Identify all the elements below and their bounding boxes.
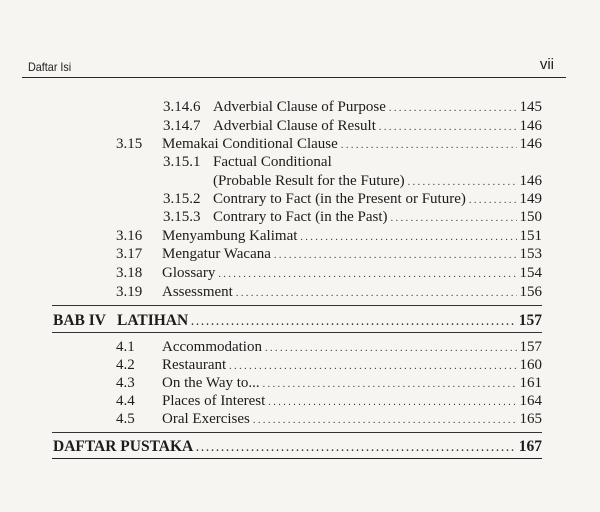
entry-title: Adverbial Clause of Purpose (213, 99, 386, 115)
entry-page: 146 (519, 136, 542, 152)
entry-title: Places of Interest (162, 393, 266, 409)
toc-entry-continuation[interactable] (213, 172, 542, 190)
toc-entry[interactable] (163, 117, 542, 135)
dot-leader (218, 266, 516, 284)
entry-number: 4.5 (116, 411, 135, 427)
entry-title: Glossary (162, 265, 216, 281)
dot-leader (196, 440, 516, 458)
entry-number: 3.19 (116, 284, 143, 300)
entry-title: Accommodation (162, 339, 262, 355)
section-divider (52, 305, 542, 306)
toc-entry[interactable] (116, 245, 542, 263)
dot-leader (236, 285, 517, 303)
toc-entry[interactable] (116, 392, 542, 410)
section-divider (52, 458, 542, 459)
entry-title: Restaurant (162, 357, 227, 373)
entry-number: 3.18 (116, 265, 143, 281)
entry-title: Oral Exercises (162, 411, 250, 427)
toc-entry[interactable] (163, 153, 542, 171)
entry-number: 3.15.2 (163, 191, 201, 207)
entry-page: 153 (519, 246, 542, 262)
entry-title: Contrary to Fact (in the Present or Future) (213, 191, 466, 207)
entry-title: (Probable Result for the Future) (213, 173, 405, 189)
bibliography-page: 167 (518, 438, 542, 455)
page-header (22, 56, 554, 76)
entry-page: 154 (519, 265, 542, 281)
entry-title: Adverbial Clause of Result (213, 118, 376, 134)
entry-title: Menyambung Kalimat (162, 228, 298, 244)
entry-page: 151 (519, 228, 542, 244)
entry-title: Contrary to Fact (in the Past) (213, 209, 388, 225)
dot-leader (391, 210, 517, 228)
entry-number: 3.14.7 (163, 118, 201, 134)
section-divider (52, 432, 542, 433)
toc-entry[interactable] (116, 135, 542, 153)
toc-entry[interactable] (116, 338, 542, 356)
toc-bibliography-entry[interactable] (53, 438, 542, 456)
entry-number: 3.15.3 (163, 209, 201, 225)
entry-page: 149 (519, 191, 542, 207)
entry-title: Factual Conditional (213, 154, 332, 170)
toc-entry[interactable] (116, 227, 542, 245)
entry-number: 3.16 (116, 228, 143, 244)
entry-page: 146 (519, 173, 542, 189)
entry-page: 157 (519, 339, 542, 355)
entry-title: Assessment (162, 284, 233, 300)
toc-entry[interactable] (163, 208, 542, 226)
entry-number: 4.1 (116, 339, 135, 355)
entry-number: 3.15 (116, 136, 143, 152)
chapter-page: 157 (518, 312, 542, 329)
entry-page: 146 (519, 118, 542, 134)
toc-entry[interactable] (116, 356, 542, 374)
toc-chapter-entry[interactable] (53, 312, 542, 330)
header-divider (22, 77, 566, 78)
chapter-title: LATIHAN (117, 312, 189, 329)
toc-entry[interactable] (163, 190, 542, 208)
entry-number: 4.2 (116, 357, 135, 373)
entry-page: 150 (519, 209, 542, 225)
entry-page: 161 (519, 375, 542, 391)
entry-page: 156 (519, 284, 542, 300)
entry-title: Mengatur Wacana (162, 246, 271, 262)
section-divider (52, 332, 542, 333)
entry-number: 4.3 (116, 375, 135, 391)
entry-number: 3.14.6 (163, 99, 201, 115)
dot-leader (274, 247, 517, 265)
chapter-label: BAB IV (53, 312, 106, 329)
toc-entry[interactable] (116, 283, 542, 301)
toc-entry[interactable] (116, 264, 542, 282)
running-header-title: Daftar Isi (28, 60, 72, 74)
page-number: vii (539, 56, 554, 73)
entry-title: Memakai Conditional Clause (162, 136, 338, 152)
entry-page: 164 (519, 393, 542, 409)
entry-number: 4.4 (116, 393, 135, 409)
entry-title: On the Way to... (162, 375, 260, 391)
toc-entry[interactable] (116, 374, 542, 392)
dot-leader (191, 314, 516, 332)
toc-entry[interactable] (116, 410, 542, 428)
toc-entry[interactable] (163, 98, 542, 116)
entry-page: 145 (519, 99, 542, 115)
entry-number: 3.17 (116, 246, 143, 262)
bibliography-title: DAFTAR PUSTAKA (53, 438, 194, 455)
entry-number: 3.15.1 (163, 154, 201, 170)
entry-page: 160 (519, 357, 542, 373)
entry-page: 165 (519, 411, 542, 427)
dot-leader (389, 100, 517, 118)
dot-leader (253, 412, 517, 430)
